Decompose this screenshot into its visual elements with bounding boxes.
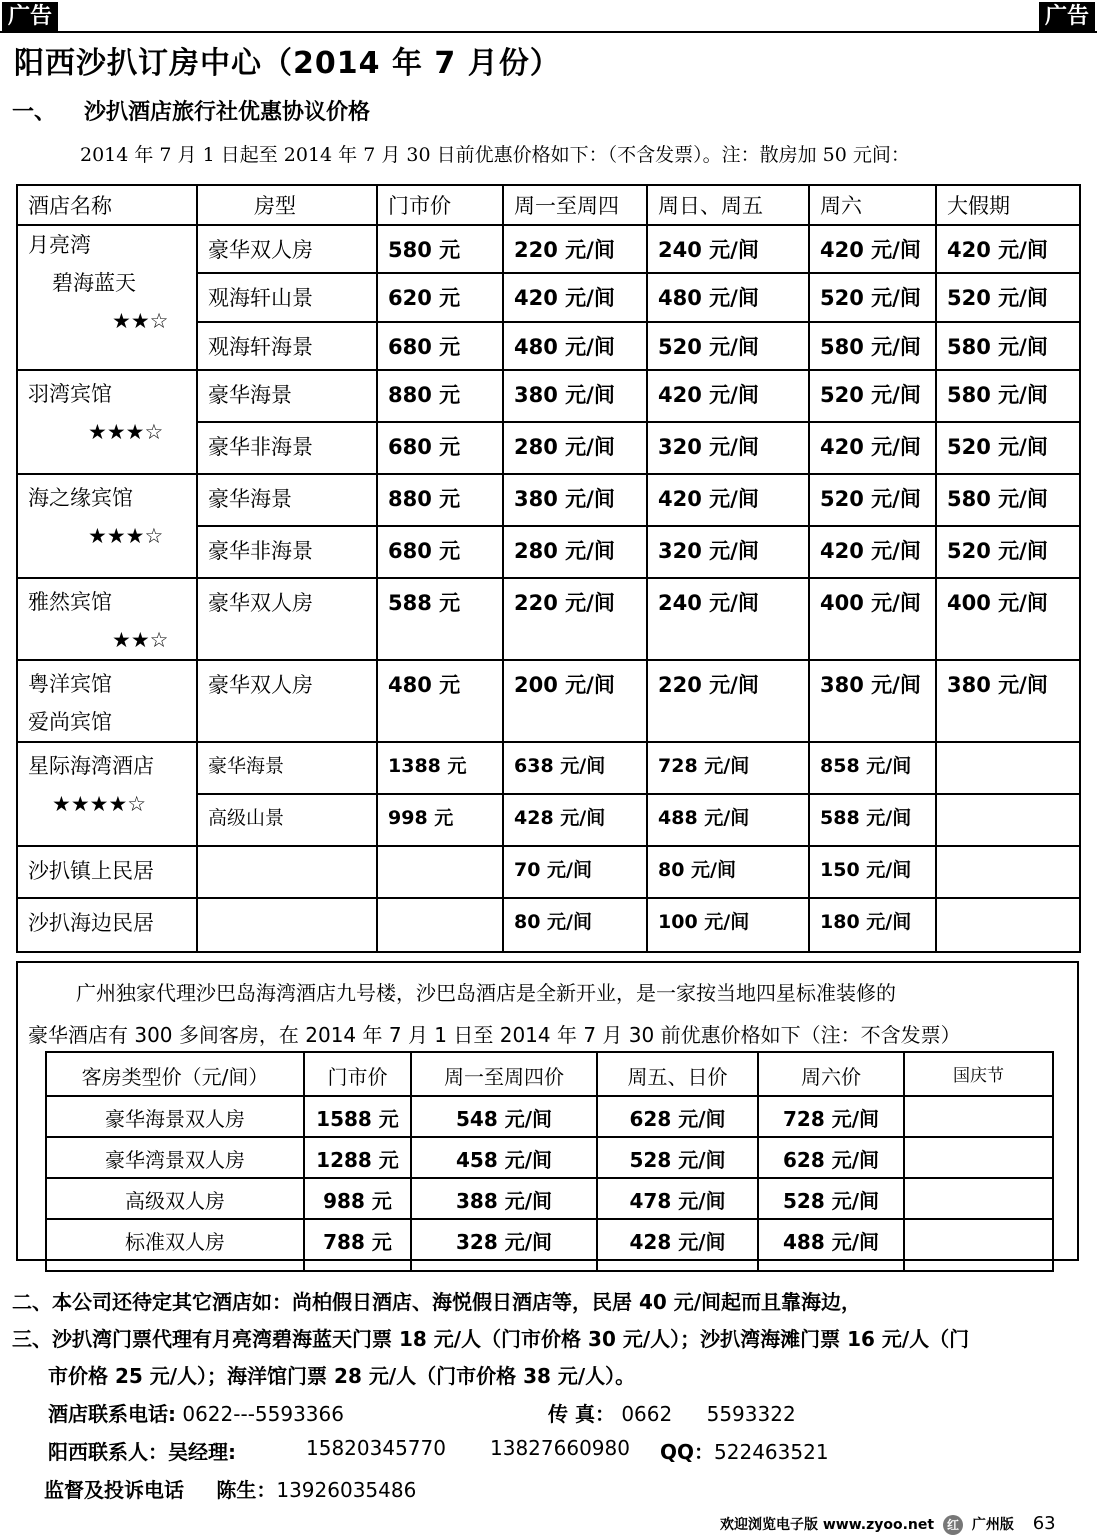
price-national-day [904, 1096, 1053, 1137]
table-row [17, 660, 1080, 742]
col-sat: 周六 [809, 185, 936, 225]
price-holiday: 520 元/间 [936, 273, 1080, 322]
section3-line2: 市价格 25 元/人）；海洋馆门票 28 元/人（门市价格 38 元/人）。 [48, 1364, 636, 1388]
contact-phone-1: 15820345770 [306, 1436, 446, 1460]
complaint-label: 监督及投诉电话 [44, 1478, 184, 1502]
qq-line [660, 1436, 829, 1465]
rack-rate: 480 元 [377, 660, 503, 742]
price-holiday: 580 元/间 [936, 370, 1080, 422]
section1-title: 沙扒酒店旅行社优惠协议价格 [84, 100, 371, 125]
price-sat: 520 元/间 [809, 370, 936, 422]
price-sun-fri: 320 元/间 [647, 526, 809, 578]
col-fri-sun: 周五、日价 [597, 1052, 758, 1096]
hotel-name: 月亮湾 [28, 233, 91, 257]
rack-rate: 680 元 [377, 322, 503, 370]
red-seal-icon: 红 [943, 1515, 963, 1535]
col-mon-thu: 周一至周四价 [411, 1052, 597, 1096]
hotel-stars: ★★★★☆ [52, 792, 147, 816]
section3-line1: 三、沙扒湾门票代理有月亮湾碧海蓝天门票 18 元/人（门市价格 30 元/人）；沙扒湾海滩门票 16 元/人（门 [12, 1327, 970, 1351]
rack-rate [377, 898, 503, 952]
price-mon-thu: 388 元/间 [411, 1178, 597, 1219]
rack-rate: 1288 元 [304, 1137, 411, 1178]
price-holiday [936, 898, 1080, 952]
ad-tag-right: 广告 [1039, 2, 1095, 32]
room-category: 高级双人房 [46, 1178, 304, 1219]
room-type: 豪华海景 [197, 474, 377, 526]
hotel-name: 碧海蓝天 [52, 271, 136, 295]
hotel-name: 海之缘宾馆 [28, 486, 133, 510]
rack-rate: 680 元 [377, 526, 503, 578]
section1-number: 一、 [12, 100, 57, 125]
price-mon-thu: 70 元/间 [503, 846, 647, 898]
qq-label: QQ： [660, 1440, 715, 1464]
price-holiday: 380 元/间 [936, 660, 1080, 742]
page-footer [720, 1513, 1056, 1535]
room-type [197, 898, 377, 952]
price-sat: 628 元/间 [758, 1137, 904, 1178]
price-mon-thu: 328 元/间 [411, 1219, 597, 1271]
price-sun-fri: 100 元/间 [647, 898, 809, 952]
price-sat: 420 元/间 [809, 422, 936, 474]
rack-rate: 988 元 [304, 1178, 411, 1219]
price-sat: 420 元/间 [809, 225, 936, 273]
price-holiday [936, 742, 1080, 794]
shaba-paragraph-1: 广州独家代理沙巴岛海湾酒店九号楼，沙巴岛酒店是全新开业，是一家按当地四星标准装修的 [76, 981, 896, 1005]
contact-person-label: 阳西联系人：吴经理: [48, 1440, 236, 1464]
page-title: 阳西沙扒订房中心（2014 年 7 月份） [14, 46, 561, 81]
room-type: 观海轩山景 [197, 273, 377, 322]
hotel-price-table [16, 184, 1081, 953]
fax-code: 0662 [621, 1402, 673, 1426]
col-room-type: 房型 [197, 185, 377, 225]
complaint-line [44, 1474, 416, 1503]
col-holiday: 大假期 [936, 185, 1080, 225]
room-type: 观海轩海景 [197, 322, 377, 370]
hotel-name: 雅然宾馆 [28, 590, 112, 614]
price-holiday: 580 元/间 [936, 474, 1080, 526]
col-rack-rate: 门市价 [377, 185, 503, 225]
hotel-name-cell [17, 578, 197, 660]
top-rule [0, 31, 1097, 33]
price-mon-thu: 458 元/间 [411, 1137, 597, 1178]
room-type: 豪华双人房 [197, 578, 377, 660]
price-holiday: 580 元/间 [936, 322, 1080, 370]
room-type: 豪华双人房 [197, 660, 377, 742]
hotel-contact-line [48, 1398, 344, 1427]
price-mon-thu: 220 元/间 [503, 225, 647, 273]
table-header-row [46, 1052, 1053, 1096]
price-sat: 420 元/间 [809, 526, 936, 578]
price-mon-thu: 380 元/间 [503, 474, 647, 526]
hotel-name: 羽湾宾馆 [28, 382, 112, 406]
price-sun-fri: 480 元/间 [647, 273, 809, 322]
section2-text: 二、本公司还待定其它酒店如：尚柏假日酒店、海悦假日酒店等，民居 40 元/间起而且靠海边， [12, 1290, 862, 1314]
price-fri-sun: 528 元/间 [597, 1137, 758, 1178]
table-header-row [17, 185, 1080, 225]
hotel-name: 爱尚宾馆 [28, 710, 112, 734]
section1-intro: 2014 年 7 月 1 日起至 2014 年 7 月 30 日前优惠价格如下：（不含发票）。注：散房加 50 元间： [80, 144, 910, 166]
hotel-name-cell [17, 742, 197, 846]
table-row [17, 578, 1080, 660]
hotel-name-cell [17, 660, 197, 742]
section1-heading [12, 95, 370, 126]
price-sun-fri: 520 元/间 [647, 322, 809, 370]
fax-line [548, 1398, 796, 1427]
price-sat: 528 元/间 [758, 1178, 904, 1219]
room-category: 豪华湾景双人房 [46, 1137, 304, 1178]
room-type: 豪华非海景 [197, 526, 377, 578]
price-mon-thu: 638 元/间 [503, 742, 647, 794]
room-type: 豪华非海景 [197, 422, 377, 474]
hotel-phone-label: 酒店联系电话: [48, 1402, 176, 1426]
col-national-day: 国庆节 [904, 1052, 1053, 1096]
hotel-name-cell [17, 474, 197, 578]
ad-tag-left: 广告 [2, 2, 58, 32]
hotel-stars: ★★★☆ [88, 524, 164, 548]
price-sat: 858 元/间 [809, 742, 936, 794]
shaba-paragraph-2: 豪华酒店有 300 多间客房，在 2014 年 7 月 1 日至 2014 年 7 月 30 前优惠价格如下（注：不含发票） [28, 1023, 961, 1047]
hotel-name: 星际海湾酒店 [28, 754, 154, 778]
table-row [46, 1219, 1053, 1271]
room-type: 豪华双人房 [197, 225, 377, 273]
price-sun-fri: 80 元/间 [647, 846, 809, 898]
price-mon-thu: 380 元/间 [503, 370, 647, 422]
price-fri-sun: 628 元/间 [597, 1096, 758, 1137]
price-sun-fri: 320 元/间 [647, 422, 809, 474]
room-type [197, 846, 377, 898]
rack-rate [377, 846, 503, 898]
table-row [17, 474, 1080, 526]
price-sun-fri: 488 元/间 [647, 794, 809, 846]
table-row [17, 846, 1080, 898]
table-row [46, 1137, 1053, 1178]
price-sun-fri: 420 元/间 [647, 370, 809, 422]
price-sat: 380 元/间 [809, 660, 936, 742]
price-mon-thu: 80 元/间 [503, 898, 647, 952]
complaint-phone: 13926035486 [276, 1478, 417, 1502]
table-row [46, 1178, 1053, 1219]
rack-rate: 1588 元 [304, 1096, 411, 1137]
room-category: 豪华海景双人房 [46, 1096, 304, 1137]
col-rack-rate: 门市价 [304, 1052, 411, 1096]
price-national-day [904, 1219, 1053, 1271]
complaint-name: 陈生： [216, 1478, 277, 1502]
price-sun-fri: 220 元/间 [647, 660, 809, 742]
contact-person-line [48, 1436, 236, 1465]
shaba-price-table [45, 1051, 1054, 1272]
price-holiday: 520 元/间 [936, 422, 1080, 474]
price-sun-fri: 420 元/间 [647, 474, 809, 526]
hotel-name: 沙扒海边民居 [17, 898, 197, 952]
rack-rate: 580 元 [377, 225, 503, 273]
footer-edition: 广州版 [971, 1517, 1014, 1533]
col-mon-thu: 周一至周四 [503, 185, 647, 225]
price-holiday [936, 846, 1080, 898]
rack-rate: 620 元 [377, 273, 503, 322]
price-sat: 150 元/间 [809, 846, 936, 898]
price-mon-thu: 420 元/间 [503, 273, 647, 322]
price-national-day [904, 1178, 1053, 1219]
room-type: 高级山景 [197, 794, 377, 846]
room-type: 豪华海景 [197, 370, 377, 422]
price-sat: 520 元/间 [809, 273, 936, 322]
page-number: 63 [1032, 1513, 1056, 1534]
rack-rate: 880 元 [377, 370, 503, 422]
price-sat: 400 元/间 [809, 578, 936, 660]
room-category: 标准双人房 [46, 1219, 304, 1271]
price-sun-fri: 240 元/间 [647, 578, 809, 660]
hotel-name-cell [17, 225, 197, 370]
table-row [17, 742, 1080, 794]
rack-rate: 680 元 [377, 422, 503, 474]
table-row [46, 1096, 1053, 1137]
rack-rate: 588 元 [377, 578, 503, 660]
price-mon-thu: 280 元/间 [503, 422, 647, 474]
price-sat: 180 元/间 [809, 898, 936, 952]
rack-rate: 998 元 [377, 794, 503, 846]
fax-label: 传 真： [548, 1402, 615, 1426]
price-sun-fri: 728 元/间 [647, 742, 809, 794]
price-fri-sun: 478 元/间 [597, 1178, 758, 1219]
price-sat: 488 元/间 [758, 1219, 904, 1271]
table-row [17, 225, 1080, 273]
hotel-name: 沙扒镇上民居 [17, 846, 197, 898]
price-sat: 588 元/间 [809, 794, 936, 846]
qq-number: 522463521 [714, 1440, 829, 1464]
price-fri-sun: 428 元/间 [597, 1219, 758, 1271]
col-room-category: 客房类型价（元/间） [46, 1052, 304, 1096]
contact-phone-2: 13827660980 [490, 1436, 630, 1460]
price-mon-thu: 548 元/间 [411, 1096, 597, 1137]
hotel-stars: ★★☆ [112, 628, 169, 652]
price-mon-thu: 200 元/间 [503, 660, 647, 742]
price-mon-thu: 280 元/间 [503, 526, 647, 578]
rack-rate: 1388 元 [377, 742, 503, 794]
room-type: 豪华海景 [197, 742, 377, 794]
price-sat: 580 元/间 [809, 322, 936, 370]
table-row [17, 370, 1080, 422]
price-sun-fri: 240 元/间 [647, 225, 809, 273]
hotel-name: 粤洋宾馆 [28, 672, 112, 696]
col-hotel-name: 酒店名称 [17, 185, 197, 225]
price-sat: 520 元/间 [809, 474, 936, 526]
price-holiday: 420 元/间 [936, 225, 1080, 273]
price-mon-thu: 480 元/间 [503, 322, 647, 370]
hotel-stars: ★★★☆ [88, 420, 164, 444]
col-sun-fri: 周日、周五 [647, 185, 809, 225]
rack-rate: 880 元 [377, 474, 503, 526]
price-holiday: 400 元/间 [936, 578, 1080, 660]
price-holiday: 520 元/间 [936, 526, 1080, 578]
table-row [17, 898, 1080, 952]
hotel-phone: 0622---5593366 [182, 1402, 344, 1426]
price-holiday [936, 794, 1080, 846]
fax-number: 5593322 [706, 1402, 796, 1426]
price-mon-thu: 428 元/间 [503, 794, 647, 846]
hotel-stars: ★★☆ [112, 309, 169, 333]
price-sat: 728 元/间 [758, 1096, 904, 1137]
rack-rate: 788 元 [304, 1219, 411, 1271]
price-mon-thu: 220 元/间 [503, 578, 647, 660]
col-sat: 周六价 [758, 1052, 904, 1096]
footer-site-text: 欢迎浏览电子版 www.zyoo.net [720, 1517, 935, 1533]
price-national-day [904, 1137, 1053, 1178]
hotel-name-cell [17, 370, 197, 474]
